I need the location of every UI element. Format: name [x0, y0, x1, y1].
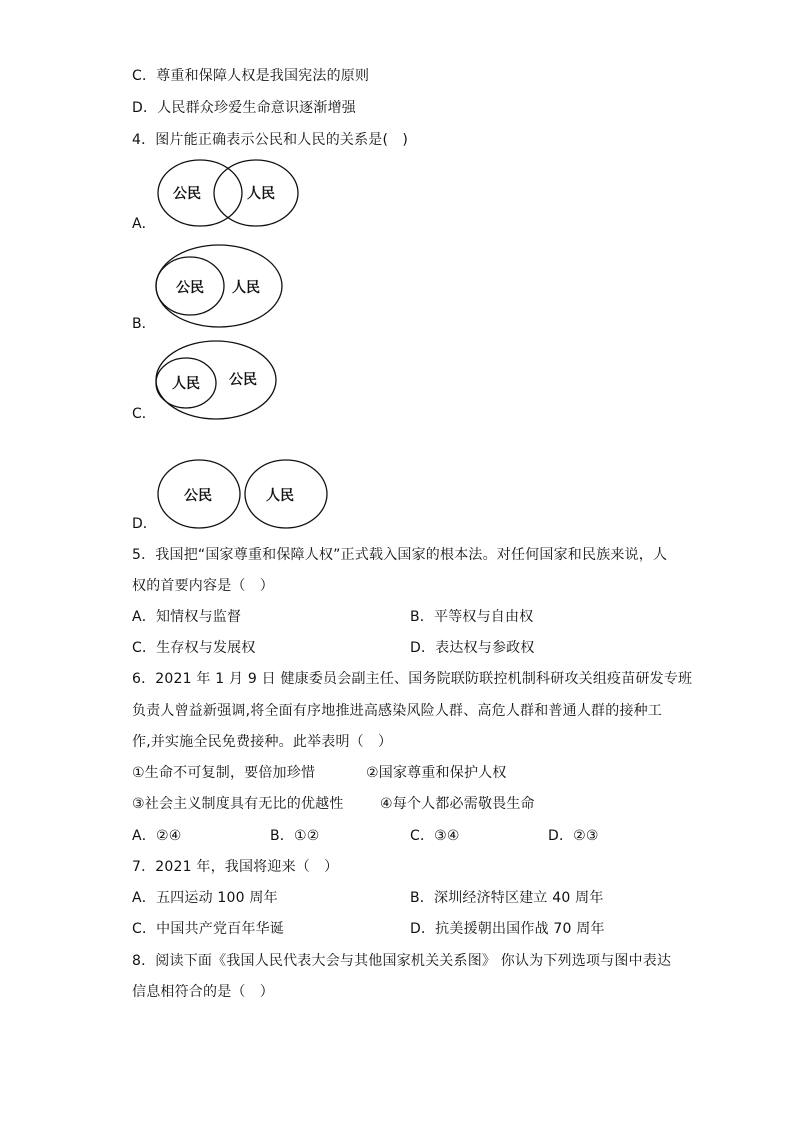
- q6-statement-2: ②国家尊重和保护人权: [366, 765, 507, 781]
- q6-stem-line2: 负责人曾益新强调,将全面有序地推进高感染风险人群、高危人群和普通人群的接种工: [132, 703, 663, 719]
- q3-option-c: C．尊重和保障人权是我国宪法的原则: [132, 68, 370, 84]
- q7-stem: 7．2021 年，我国将迎来（ ）: [132, 859, 339, 875]
- q6-statement-1: ①生命不可复制，要倍加珍惜: [132, 765, 316, 781]
- q4-diagram-c: [156, 341, 276, 419]
- q7-option-a: A．五四运动 100 周年: [132, 890, 278, 906]
- q4-b-citizen-label: 公民: [176, 280, 204, 296]
- q4-stem: 4．图片能正确表示公民和人民的关系是( ): [132, 132, 409, 148]
- q4-option-a-letter: A．: [132, 216, 156, 232]
- q5-option-d: D．表达权与参政权: [410, 640, 535, 656]
- q4-b-people-label: 人民: [232, 280, 260, 296]
- q6-stem-line3: 作,并实施全民免费接种。此举表明（ ）: [132, 734, 393, 750]
- q4-option-b-letter: B．: [132, 316, 156, 332]
- q6-option-a: A．②④: [132, 828, 182, 844]
- q4-a-citizen-label: 公民: [173, 186, 201, 202]
- q6-option-d: D．②③: [548, 828, 599, 844]
- q4-diagram-b: [156, 245, 282, 327]
- q6-option-b: B．①②: [270, 828, 320, 844]
- q6-statement-4: ④每个人都必需敬畏生命: [380, 796, 535, 812]
- q4-c-citizen-label: 公民: [229, 372, 257, 388]
- q7-option-c: C．中国共产党百年华诞: [132, 921, 284, 937]
- q6-stem-line1: 6．2021 年 1 月 9 日 健康委员会副主任、国务院联防联控机制科研攻关组疫苗研发专班: [132, 671, 693, 687]
- q4-d-people-label: 人民: [266, 488, 294, 504]
- q5-option-b: B．平等权与自由权: [410, 609, 534, 625]
- q4-option-d-letter: D．: [132, 516, 157, 532]
- q4-diagram-a: [158, 160, 298, 226]
- q4-a-people-label: 人民: [247, 186, 275, 202]
- q5-stem-line1: 5．我国把“国家尊重和保障人权”正式载入国家的根本法。对任何国家和民族来说，人: [132, 547, 668, 563]
- q8-stem-line2: 信息相符合的是（ ）: [132, 984, 274, 1000]
- q6-option-c: C．③④: [410, 828, 460, 844]
- q4-diagram-d: [158, 460, 327, 528]
- q8-stem-line1: 8．阅读下面《我国人民代表大会与其他国家机关关系图》 你认为下列选项与图中表达: [132, 953, 672, 969]
- q7-option-b: B．深圳经济特区建立 40 周年: [410, 890, 604, 906]
- q4-d-citizen-label: 公民: [184, 488, 212, 504]
- q4-b-people-circle: [156, 245, 282, 327]
- q6-statement-3: ③社会主义制度具有无比的优越性: [132, 796, 344, 812]
- q5-option-c: C．生存权与发展权: [132, 640, 256, 656]
- q5-option-a: A．知情权与监督: [132, 609, 242, 625]
- q3-option-d: D．人民群众珍爱生命意识逐渐增强: [132, 100, 356, 116]
- q7-option-d: D．抗美援朝出国作战 70 周年: [410, 921, 605, 937]
- q4-c-people-label: 人民: [172, 376, 200, 392]
- q5-stem-line2: 权的首要内容是（ ）: [132, 578, 274, 594]
- q4-option-c-letter: C．: [132, 406, 156, 422]
